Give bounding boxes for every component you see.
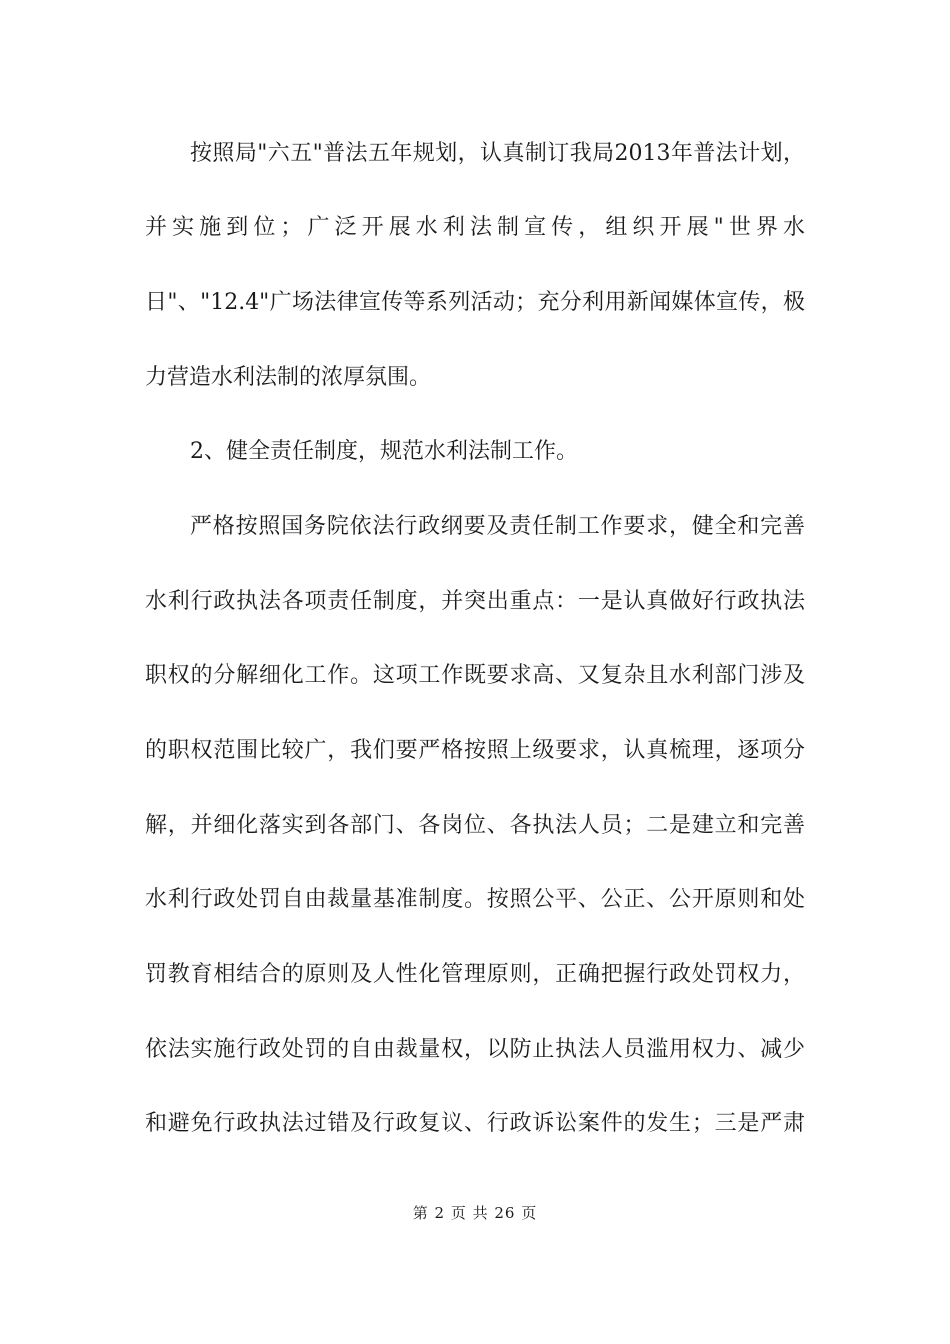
page-number-label: 第 2 页 共 26 页 [412, 1204, 538, 1222]
paragraph-line-11: 罚教育相结合的原则及人性化管理原则，正确把握行政处罚权力， [145, 962, 805, 987]
page-number-footer [0, 1203, 950, 1223]
paragraph-line-2: 并实施到位；广泛开展水利法制宣传，组织开展"世界水 [145, 215, 805, 240]
paragraph-line-8: 的职权范围比较广，我们要严格按照上级要求，认真梳理，逐项分 [145, 738, 805, 763]
paragraph-line-3: 日"、"12.4"广场法律宣传等系列活动；充分利用新闻媒体宣传，极 [145, 290, 805, 315]
section-heading: 2、健全责任制度，规范水利法制工作。 [190, 439, 578, 464]
paragraph-line-6: 水利行政执法各项责任制度，并突出重点：一是认真做好行政执法 [145, 589, 805, 614]
paragraph-line-12: 依法实施行政处罚的自由裁量权，以防止执法人员滥用权力、减少 [145, 1037, 805, 1062]
paragraph-line-10: 水利行政处罚自由裁量基准制度。按照公平、公正、公开原则和处 [145, 887, 805, 912]
paragraph-line-13: 和避免行政执法过错及行政复议、行政诉讼案件的发生；三是严肃 [145, 1111, 805, 1136]
paragraph-line-5: 严格按照国务院依法行政纲要及责任制工作要求，健全和完善 [190, 514, 805, 539]
paragraph-line-9: 解，并细化落实到各部门、各岗位、各执法人员；二是建立和完善 [145, 813, 805, 838]
paragraph-line-7: 职权的分解细化工作。这项工作既要求高、又复杂且水利部门涉及 [145, 663, 805, 688]
paragraph-line-1: 按照局"六五"普法五年规划，认真制订我局2013年普法计划， [190, 141, 805, 166]
paragraph-line-4: 力营造水利法制的浓厚氛围。 [145, 365, 432, 390]
